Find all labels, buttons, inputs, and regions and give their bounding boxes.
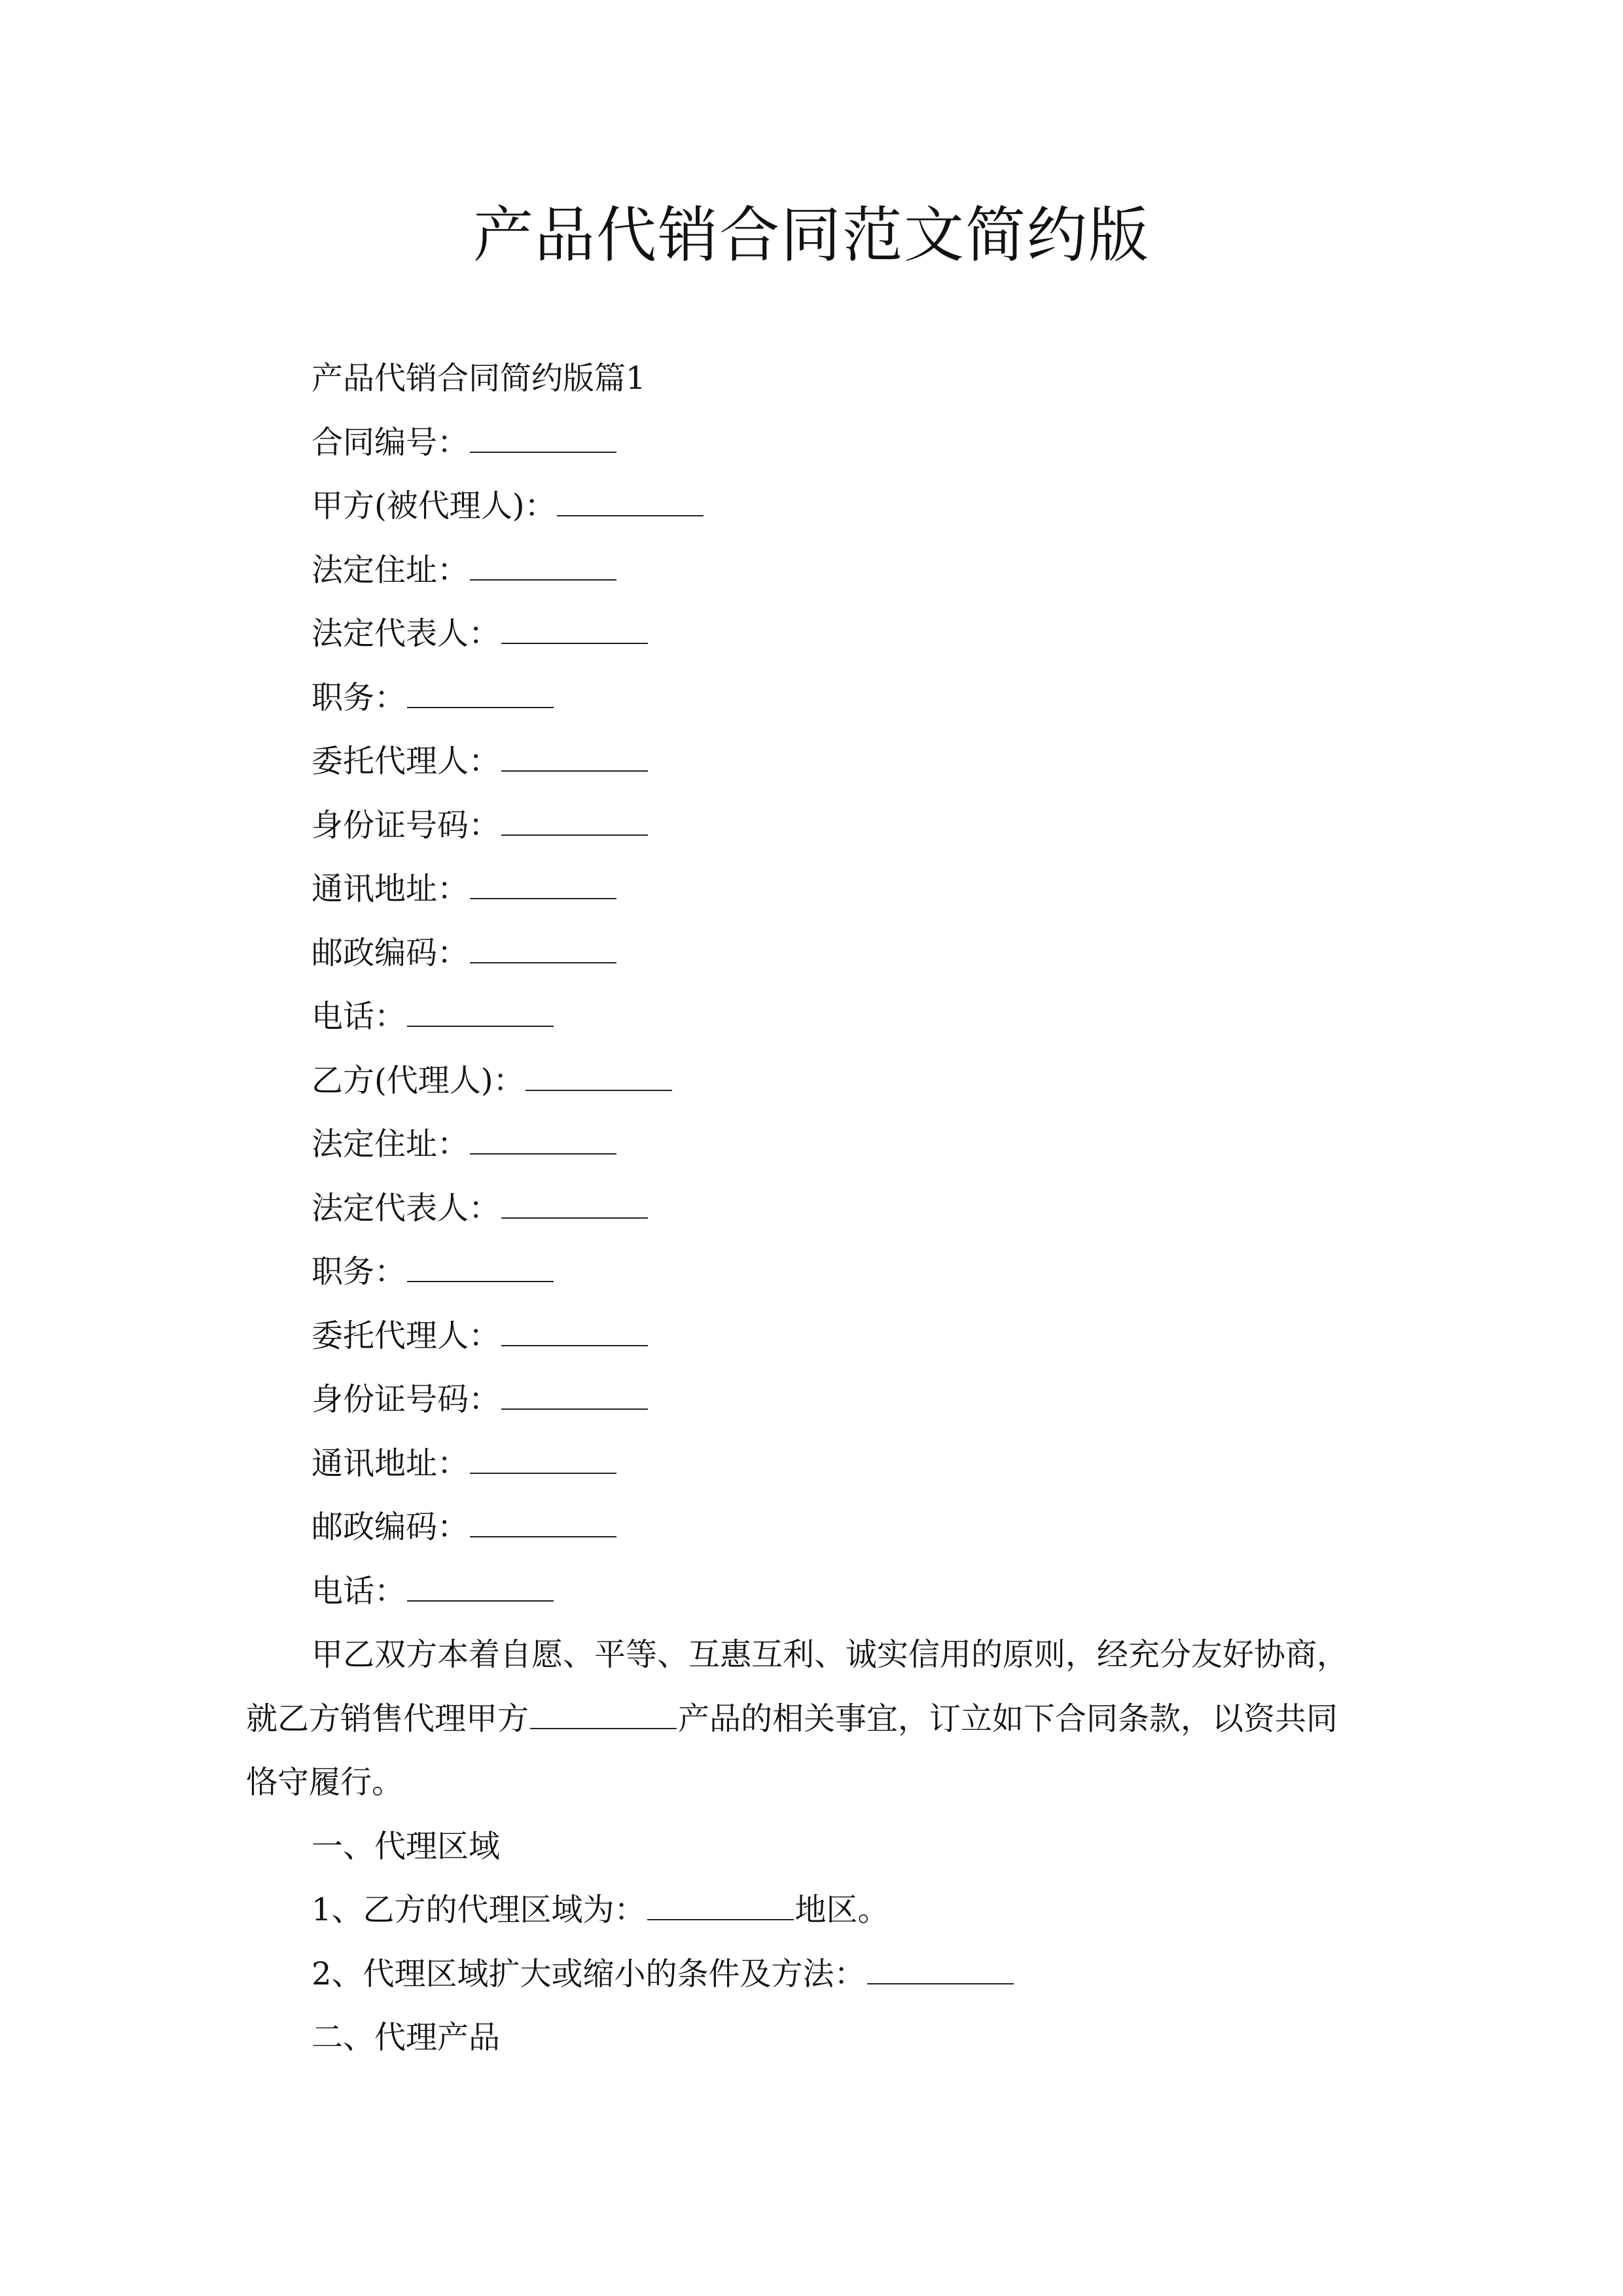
blank-field[interactable] bbox=[530, 1702, 677, 1729]
field-label: 身份证号码： bbox=[312, 806, 501, 844]
form-field bbox=[246, 411, 1398, 475]
form-field bbox=[246, 857, 1398, 922]
blank-field[interactable] bbox=[470, 1446, 616, 1474]
blank-field[interactable] bbox=[501, 617, 648, 644]
blank-field[interactable] bbox=[470, 1127, 616, 1155]
field-label: 法定代表人： bbox=[312, 1189, 501, 1227]
blank-field[interactable] bbox=[470, 425, 616, 453]
blank-field[interactable] bbox=[470, 936, 616, 963]
text: 2、代理区域扩大或缩小的条件及方法： bbox=[312, 1955, 866, 1992]
form-field bbox=[246, 1368, 1398, 1432]
blank-field[interactable] bbox=[407, 1255, 554, 1282]
field-label: 职务： bbox=[312, 1253, 406, 1290]
blank-field[interactable] bbox=[501, 1191, 648, 1219]
blank-field[interactable] bbox=[501, 1319, 648, 1346]
section-heading: 二、代理产品 bbox=[312, 2019, 501, 2056]
field-label: 委托代理人： bbox=[312, 1317, 501, 1354]
form-field bbox=[246, 922, 1398, 986]
blank-field[interactable] bbox=[647, 1893, 794, 1920]
field-label: 甲方(被代理人)： bbox=[312, 488, 556, 524]
field-label: 委托代理人： bbox=[312, 743, 501, 780]
field-label: 电话： bbox=[312, 1572, 406, 1609]
subtitle: 产品代销合同简约版篇1 bbox=[312, 360, 646, 397]
blank-field[interactable] bbox=[867, 1957, 1014, 1984]
blank-field[interactable] bbox=[470, 1510, 616, 1537]
field-label: 法定代表人： bbox=[312, 615, 501, 652]
section-heading: 一、代理区域 bbox=[312, 1827, 501, 1865]
form-field bbox=[246, 1496, 1398, 1560]
form-field bbox=[246, 1240, 1398, 1304]
form-field bbox=[246, 1049, 1398, 1113]
field-label: 乙方(代理人)： bbox=[312, 1062, 525, 1099]
blank-field[interactable] bbox=[470, 872, 616, 899]
blank-field[interactable] bbox=[407, 681, 554, 708]
form-field bbox=[246, 1113, 1398, 1177]
text: 1、乙方的代理区域为： bbox=[312, 1892, 646, 1928]
form-field bbox=[246, 602, 1398, 666]
form-field bbox=[246, 730, 1398, 794]
form-field bbox=[246, 475, 1398, 539]
field-label: 法定住址： bbox=[312, 1126, 469, 1162]
blank-field[interactable] bbox=[470, 553, 616, 581]
blank-field[interactable] bbox=[501, 744, 648, 772]
blank-field[interactable] bbox=[501, 1382, 648, 1410]
field-label: 邮政编码： bbox=[312, 1509, 469, 1545]
document-title: 产品代销合同范文简约版 bbox=[473, 200, 1150, 270]
form-field bbox=[246, 985, 1398, 1049]
blank-field[interactable] bbox=[557, 489, 704, 516]
form-field bbox=[246, 1432, 1398, 1496]
field-label: 电话： bbox=[312, 998, 406, 1035]
form-field bbox=[246, 1177, 1398, 1241]
text: 产品的相关事宜，订立如下合同条款，以资共同 bbox=[678, 1700, 1338, 1737]
field-label: 法定住址： bbox=[312, 551, 469, 588]
field-label: 合同编号： bbox=[312, 423, 469, 461]
form-field bbox=[246, 794, 1398, 858]
form-field bbox=[246, 666, 1398, 730]
form-field bbox=[246, 539, 1398, 603]
clause bbox=[246, 1878, 1398, 1943]
blank-field[interactable] bbox=[526, 1064, 672, 1091]
field-label: 邮政编码： bbox=[312, 934, 469, 971]
paragraph-line: 恪守履行。 bbox=[246, 1764, 404, 1801]
form-field bbox=[246, 1304, 1398, 1369]
document-body bbox=[246, 347, 1398, 2070]
text: 地区。 bbox=[794, 1892, 889, 1928]
paragraph-line bbox=[246, 1687, 1398, 1751]
field-label: 职务： bbox=[312, 679, 406, 716]
blank-field[interactable] bbox=[501, 808, 648, 836]
text: 就乙方销售代理甲方 bbox=[246, 1700, 529, 1737]
blank-field[interactable] bbox=[407, 1574, 554, 1602]
field-label: 通讯地址： bbox=[312, 870, 469, 907]
paragraph-line: 甲乙双方本着自愿、平等、互惠互利、诚实信用的原则，经充分友好协商， bbox=[312, 1636, 1349, 1673]
clause bbox=[246, 1943, 1398, 2007]
blank-field[interactable] bbox=[407, 999, 554, 1027]
form-field bbox=[246, 1560, 1398, 1624]
field-label: 通讯地址： bbox=[312, 1444, 469, 1482]
field-label: 身份证号码： bbox=[312, 1381, 501, 1418]
